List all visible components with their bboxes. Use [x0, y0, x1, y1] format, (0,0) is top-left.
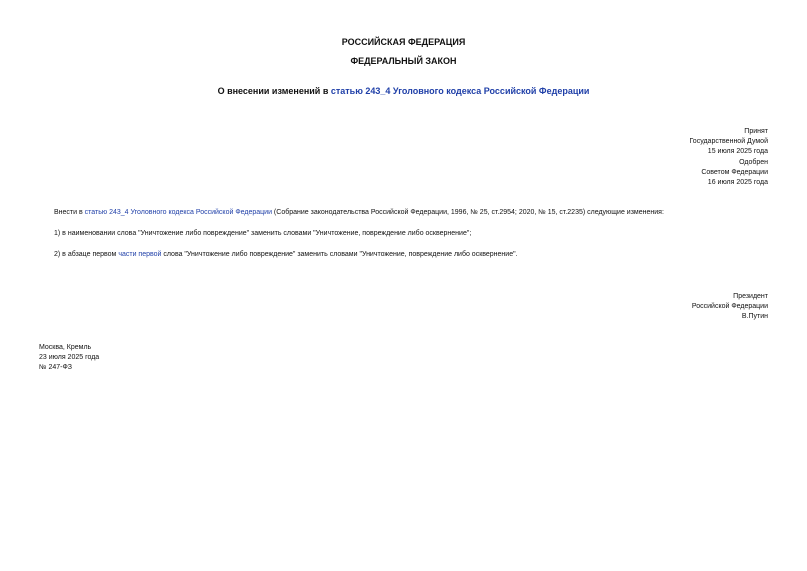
law-title-article-link[interactable]: статью 243_4 Уголовного кодекса Российской Федерации — [330, 86, 590, 96]
signing-date: 23 июля 2025 года — [39, 354, 100, 362]
part-one-link[interactable]: части первой — [118, 251, 162, 258]
signatory-country: Российской Федерации — [691, 303, 768, 311]
adopted-by: Государственной Думой — [689, 138, 768, 146]
article-link[interactable]: статью 243_4 Уголовного кодекса Российской Федерации — [84, 209, 272, 216]
signature-block — [692, 292, 768, 323]
signatory-title: Президент — [733, 293, 768, 300]
adopted-date: 15 июля 2025 года — [707, 148, 768, 156]
paragraph-intro-prefix: Внести в — [54, 209, 85, 216]
law-number: № 247-ФЗ — [39, 364, 73, 372]
signing-place: Москва, Кремль — [39, 344, 92, 351]
adoption-block — [689, 127, 768, 188]
paragraph-intro — [54, 208, 774, 217]
footer-block — [39, 343, 99, 374]
approved-label: Одобрен — [739, 158, 768, 166]
document-type-heading: ФЕДЕРАЛЬНЫЙ ЗАКОН — [350, 56, 457, 66]
paragraph-item-1: 1) в наименовании слова "Уничтожение либо повреждение" заменить словами "Уничтожение, повреждение либо осквернение"; — [54, 230, 472, 237]
country-heading: РОССИЙСКАЯ ФЕДЕРАЦИЯ — [341, 37, 466, 47]
paragraph-item-2 — [54, 250, 774, 259]
paragraph-intro-suffix: (Собрание законодательства Российской Федерации, 1996, № 25, ст.2954; 2020, № 15, ст.2235) следующие изменения: — [271, 209, 664, 216]
signatory-name: В.Путин — [741, 313, 768, 321]
paragraph-item-2-prefix: 2) в абзаце первом — [54, 251, 119, 258]
approved-date: 16 июля 2025 года — [707, 179, 768, 187]
approved-by: Советом Федерации — [701, 168, 768, 176]
adopted-label: Принят — [744, 128, 768, 135]
paragraph-item-2-suffix: слова "Уничтожение либо повреждение" заменить словами "Уничтожение, повреждение либо осквернение". — [161, 251, 518, 258]
law-title-prefix: О внесении изменений в — [217, 86, 331, 96]
law-title — [0, 86, 807, 96]
